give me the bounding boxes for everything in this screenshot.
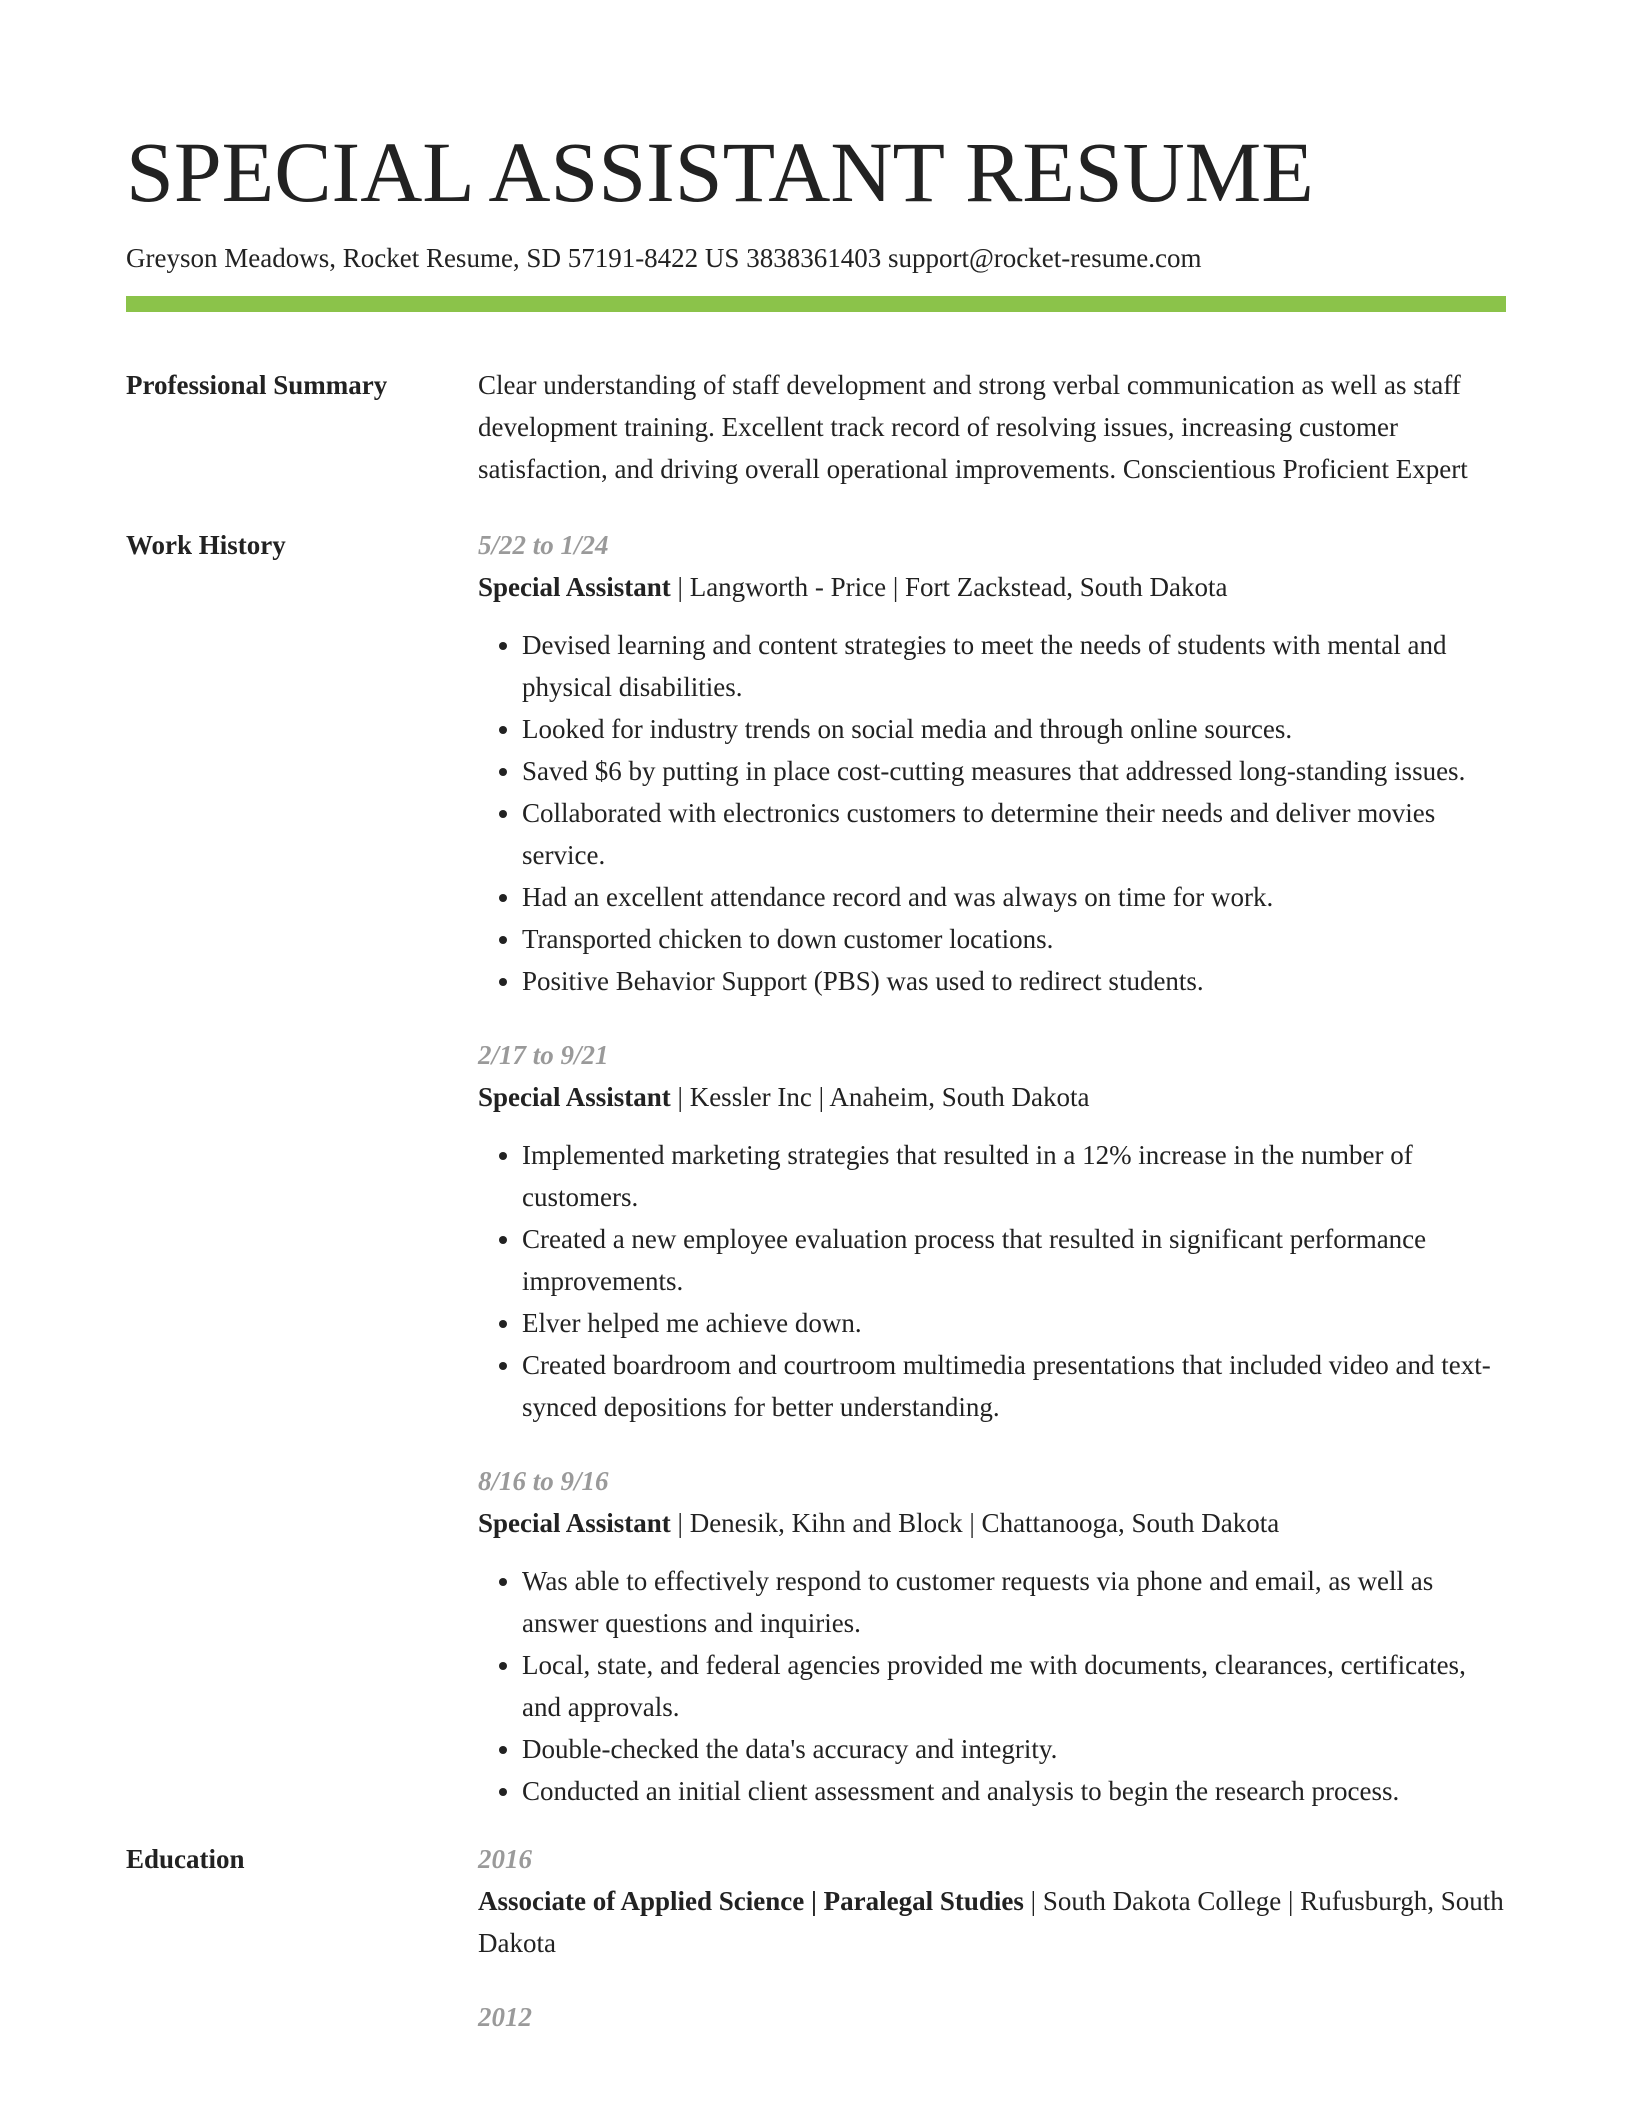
job-bullet: • Transported chicken to down customer locations. <box>522 918 1506 960</box>
job-entry <box>478 1034 1506 1428</box>
job-dates: 5/22 to 1/24 <box>478 530 609 560</box>
job-bullets <box>478 1560 1506 1812</box>
job-role: Special Assistant <box>478 572 671 602</box>
education-content <box>478 1838 1506 2070</box>
job-bullets <box>478 624 1506 1002</box>
work-history-content <box>478 524 1506 1812</box>
work-history-label: Work History <box>126 530 286 560</box>
education-label: Education <box>126 1844 245 1874</box>
education-year: 2016 <box>478 1844 532 1874</box>
education-year: 2012 <box>478 2002 532 2032</box>
job-entry <box>478 524 1506 1002</box>
education-details: | South Dakota College | Rufusburgh, South Dakota <box>478 1886 1504 1958</box>
job-bullet: • Conducted an initial client assessment and analysis to begin the research process. <box>522 1770 1506 1812</box>
job-bullets <box>478 1134 1506 1428</box>
job-bullet: • Collaborated with electronics customers to determine their needs and deliver movies service. <box>522 792 1506 876</box>
job-dates: 8/16 to 9/16 <box>478 1466 609 1496</box>
education-entry <box>478 1996 1506 2038</box>
job-title-line <box>478 566 1506 608</box>
job-dates: 2/17 to 9/21 <box>478 1040 609 1070</box>
job-bullet: • Local, state, and federal agencies provided me with documents, clearances, certificates, and approvals. <box>522 1644 1506 1728</box>
job-title-line <box>478 1502 1506 1544</box>
summary-text: Clear understanding of staff development and strong verbal communication as well as staff development training. Excellent track record of resolving issues, increasing customer satisfaction, and driving overall operational improvements. Conscientious Proficient Expert <box>478 370 1468 484</box>
job-entry <box>478 1460 1506 1812</box>
job-details: | Kessler Inc | Anaheim, South Dakota <box>670 1082 1090 1112</box>
job-bullet: • Created a new employee evaluation process that resulted in significant performance improvements. <box>522 1218 1506 1302</box>
summary-section <box>126 364 1506 490</box>
job-bullet: • Devised learning and content strategies to meet the needs of students with mental and physical disabilities. <box>522 624 1506 708</box>
resume-title: SPECIAL ASSISTANT RESUME <box>126 124 1314 220</box>
job-role: Special Assistant <box>478 1082 671 1112</box>
job-role: Special Assistant <box>478 1508 671 1538</box>
contact-line: Greyson Meadows, Rocket Resume, SD 57191-8422 US 3838361403 support@rocket-resume.com <box>126 243 1202 273</box>
job-bullet: • Had an excellent attendance record and was always on time for work. <box>522 876 1506 918</box>
work-history-section <box>126 524 1506 1812</box>
education-degree: Associate of Applied Science | Paralegal Studies <box>478 1886 1024 1916</box>
education-line <box>478 1880 1506 1964</box>
job-bullet: • Positive Behavior Support (PBS) was used to redirect students. <box>522 960 1506 1002</box>
job-bullet: • Was able to effectively respond to customer requests via phone and email, as well as answer questions and inquiries. <box>522 1560 1506 1644</box>
summary-label: Professional Summary <box>126 370 388 400</box>
job-bullet: • Double-checked the data's accuracy and integrity. <box>522 1728 1506 1770</box>
job-details: | Langworth - Price | Fort Zackstead, South Dakota <box>670 572 1228 602</box>
job-bullet: • Saved $6 by putting in place cost-cutting measures that addressed long-standing issues. <box>522 750 1506 792</box>
job-title-line <box>478 1076 1506 1118</box>
header-divider <box>126 296 1506 312</box>
job-bullet: • Looked for industry trends on social media and through online sources. <box>522 708 1506 750</box>
education-section <box>126 1838 1506 2070</box>
job-bullet: • Elver helped me achieve down. <box>522 1302 1506 1344</box>
job-bullet: • Created boardroom and courtroom multimedia presentations that included video and text-synced depositions for better understanding. <box>522 1344 1506 1428</box>
summary-content <box>478 364 1506 490</box>
job-details: | Denesik, Kihn and Block | Chattanooga, South Dakota <box>670 1508 1280 1538</box>
education-entry <box>478 1838 1506 1964</box>
job-bullet: • Implemented marketing strategies that resulted in a 12% increase in the number of customers. <box>522 1134 1506 1218</box>
